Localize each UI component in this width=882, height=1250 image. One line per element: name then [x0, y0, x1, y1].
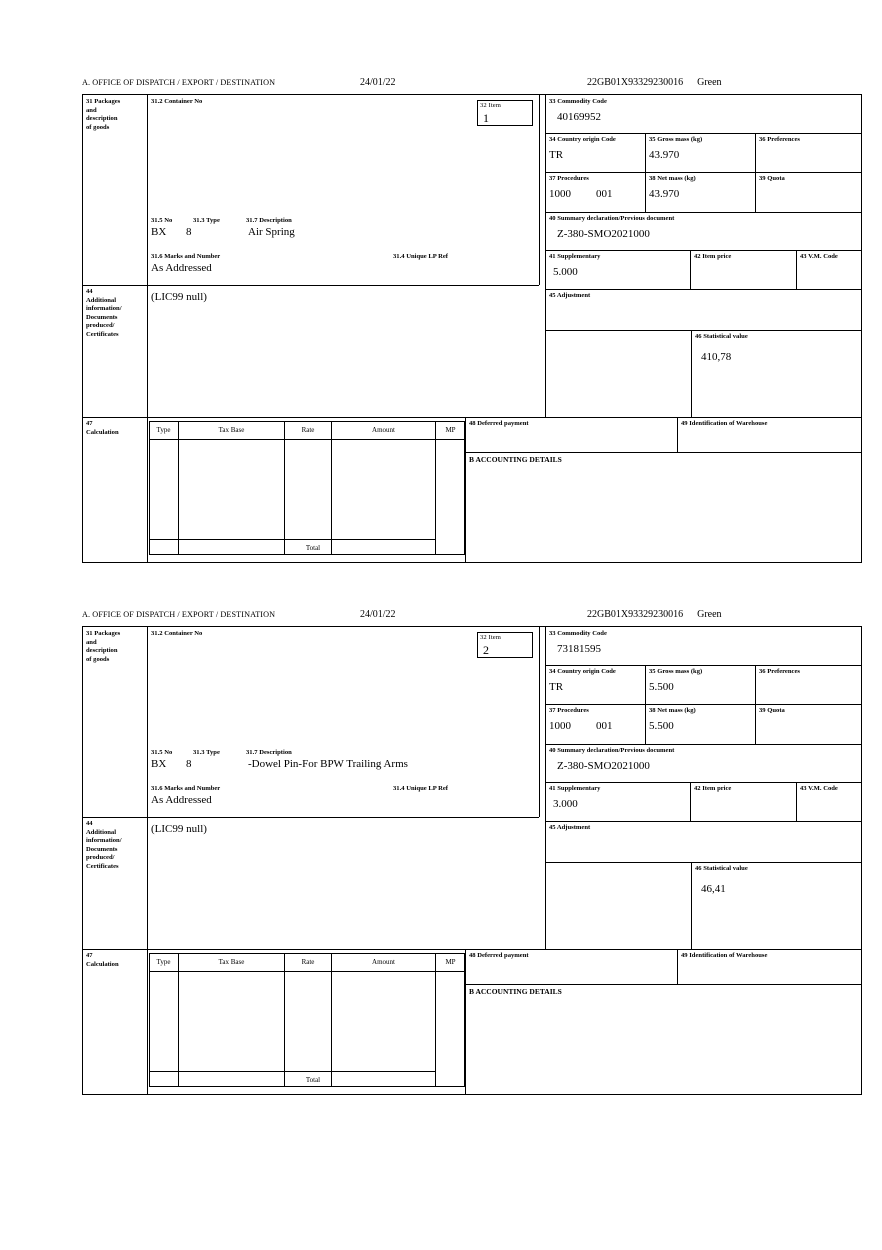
marks-and-number-value: As Addressed [151, 262, 212, 274]
calculation-header-underline-2 [149, 971, 466, 972]
declaration-date-2: 24/01/22 [360, 609, 396, 620]
mrn-value-2: 22GB01X93329230016 [587, 609, 684, 620]
divider-dotted-46-2 [545, 862, 546, 949]
divider-34-35-2 [645, 665, 646, 704]
calc-col-amount-header-2: Amount [372, 958, 395, 966]
procedure-code-1-2: 1000 [549, 720, 571, 732]
packages-no-value-2: 8 [186, 758, 192, 770]
box40-label-2: 40 Summary declaration/Previous document [549, 747, 675, 754]
procedure-code-1: 1000 [549, 188, 571, 200]
marks-and-number-value-2: As Addressed [151, 794, 212, 806]
form-header-1 [82, 78, 862, 94]
divider-row37-bottom-2 [545, 744, 861, 745]
box43-label: 43 V.M. Code [800, 253, 838, 260]
divider-41-42 [690, 250, 691, 289]
divider-35-36-2 [755, 665, 756, 704]
divider-box44-top-2 [83, 817, 148, 818]
divider-42-43-2 [796, 782, 797, 821]
divider-col-taxbase [284, 421, 285, 555]
divider-34-35 [645, 133, 646, 172]
declaration-box-2 [82, 626, 862, 1095]
divider-box44-top [83, 285, 148, 286]
gross-mass-value: 43.970 [649, 149, 680, 161]
box38-label: 38 Net mass (kg) [649, 175, 696, 182]
box49-label: 49 Identification of Warehouse [681, 420, 768, 427]
box39-label-2: 39 Quota [759, 707, 785, 714]
declaration-box-1 [82, 94, 862, 563]
divider-37-38 [645, 172, 646, 212]
box48-label-2: 48 Deferred payment [469, 952, 529, 959]
mrn-line [587, 77, 722, 88]
box33-label-2: 33 Commodity Code [549, 630, 607, 637]
divider-38-39 [755, 172, 756, 212]
box41-label: 41 Supplementary [549, 253, 601, 260]
divider-col-amount-2 [435, 953, 436, 1087]
divider-48-49 [677, 417, 678, 452]
form-header-2 [82, 610, 862, 626]
divider-box31-right [539, 95, 540, 285]
divider-41-42-2 [690, 782, 691, 821]
box34-label-2: 34 Country origin Code [549, 668, 616, 675]
box33-label: 33 Commodity Code [549, 98, 607, 105]
box32-label-2: 32 Item [480, 634, 502, 641]
divider-37-38-2 [645, 704, 646, 744]
box49-label-2: 49 Identification of Warehouse [681, 952, 768, 959]
divider-row37-bottom [545, 212, 861, 213]
divider-box47-left-2 [147, 949, 148, 1094]
country-origin-code-value-2: TR [549, 681, 564, 693]
calculation-table [149, 421, 465, 555]
divider-col-type [178, 421, 179, 555]
calc-col-mp-header-2: MP [445, 958, 456, 966]
divider-box31-bottom [147, 285, 539, 286]
divider-box47-left [147, 417, 148, 562]
box31-2-container-label-2: 31.2 Container No [151, 630, 203, 637]
divider-row41-bottom [545, 289, 861, 290]
procedure-code-2-2: 001 [596, 720, 613, 732]
packages-type-value-2: BX [151, 758, 167, 770]
divider-35-36 [755, 133, 756, 172]
gross-mass-value-2: 5.500 [649, 681, 674, 693]
customs-declaration-form-2 [82, 610, 862, 1095]
box42-label-2: 42 Item price [694, 785, 732, 792]
calc-total-label-2: Total [305, 1076, 321, 1084]
calc-col-mp-header: MP [445, 426, 456, 434]
divider-box48-left-2 [465, 949, 466, 1094]
packages-type-value: BX [151, 226, 167, 238]
box34-label: 34 Country origin Code [549, 136, 616, 143]
divider-box40-bottom-2 [545, 782, 861, 783]
lane-colour: Green [697, 77, 722, 88]
divider-46-left [691, 330, 692, 417]
box46-label-2: 46 Statistical value [695, 865, 748, 872]
calculation-table-2 [149, 953, 465, 1087]
divider-col-taxbase-2 [284, 953, 285, 1087]
divider-42-43 [796, 250, 797, 289]
previous-document-value-2: Z-380-SMO2021000 [557, 760, 650, 772]
box31-7-description-label: 31.7 Description [246, 217, 292, 224]
box47-label: 47 Calculation [86, 420, 119, 436]
box37-label: 37 Procedures [549, 175, 589, 182]
goods-description-value: Air Spring [248, 226, 295, 238]
b-accounting-details-label: B ACCOUNTING DETAILS [469, 455, 562, 464]
item-number-value-2: 2 [483, 643, 489, 657]
box48-label: 48 Deferred payment [469, 420, 529, 427]
divider-row41-bottom-2 [545, 821, 861, 822]
box31-2-container-label: 31.2 Container No [151, 98, 203, 105]
net-mass-value: 43.970 [649, 188, 680, 200]
calc-col-rate-header: Rate [301, 426, 315, 434]
box44-label: 44 Additional information/ Documents produced/ Certificates [86, 288, 122, 338]
packages-no-value: 8 [186, 226, 192, 238]
divider-col-rate [331, 421, 332, 555]
divider-box45-bottom-2 [545, 862, 861, 863]
box31-label-2: 31 Packages and description of goods [86, 630, 121, 663]
divider-box48-left [465, 417, 466, 562]
country-origin-code-value: TR [549, 149, 564, 161]
additional-information-value: (LIC99 null) [151, 291, 207, 303]
box41-label-2: 41 Supplementary [549, 785, 601, 792]
supplementary-units-value: 5.000 [553, 266, 578, 278]
statistical-value: 410,78 [701, 351, 732, 363]
supplementary-units-value-2: 3.000 [553, 798, 578, 810]
divider-left-col [147, 95, 148, 417]
item-number-value: 1 [483, 111, 489, 125]
box31-4-lpref-label-2: 31.4 Unique LP Ref [393, 785, 448, 792]
box31-3-type-label: 31.3 Type [193, 217, 220, 224]
calculation-header-underline [149, 439, 466, 440]
box31-6-marks-label-2: 31.6 Marks and Number [151, 785, 221, 792]
additional-information-value-2: (LIC99 null) [151, 823, 207, 835]
net-mass-value-2: 5.500 [649, 720, 674, 732]
divider-row34-bottom [545, 172, 861, 173]
declaration-date: 24/01/22 [360, 77, 396, 88]
box31-6-marks-label: 31.6 Marks and Number [151, 253, 221, 260]
box38-label-2: 38 Net mass (kg) [649, 707, 696, 714]
calc-total-label: Total [305, 544, 321, 552]
divider-box40-bottom [545, 250, 861, 251]
goods-description-value-2: -Dowel Pin-For BPW Trailing Arms [248, 758, 408, 770]
lane-colour-2: Green [697, 609, 722, 620]
box32-item [477, 100, 533, 126]
calc-col-rate-header-2: Rate [301, 958, 315, 966]
divider-box31-right-2 [539, 627, 540, 817]
previous-document-value: Z-380-SMO2021000 [557, 228, 650, 240]
box32-label: 32 Item [480, 102, 502, 109]
office-of-dispatch-label: A. OFFICE OF DISPATCH / EXPORT / DESTINATION [82, 78, 276, 87]
box36-label: 36 Preferences [759, 136, 800, 143]
procedure-code-2: 001 [596, 188, 613, 200]
box36-label-2: 36 Preferences [759, 668, 800, 675]
divider-col-rate-2 [331, 953, 332, 1087]
box44-label-2: 44 Additional information/ Documents produced/ Certificates [86, 820, 122, 870]
divider-38-39-2 [755, 704, 756, 744]
box37-label-2: 37 Procedures [549, 707, 589, 714]
mrn-line-2 [587, 609, 722, 620]
box31-label: 31 Packages and description of goods [86, 98, 121, 131]
box31-7-description-label-2: 31.7 Description [246, 749, 292, 756]
calc-col-type-header: Type [156, 426, 171, 434]
box31-5-no-label: 31.5 No [151, 217, 173, 224]
divider-48-49-2 [677, 949, 678, 984]
divider-dotted-46 [545, 330, 546, 417]
box35-label-2: 35 Gross mass (kg) [649, 668, 703, 675]
mrn-value: 22GB01X93329230016 [587, 77, 684, 88]
box40-label: 40 Summary declaration/Previous document [549, 215, 675, 222]
calc-col-amount-header: Amount [372, 426, 395, 434]
divider-box47-top-2 [83, 949, 861, 950]
commodity-code-value: 40169952 [557, 111, 601, 123]
commodity-code-value-2: 73181595 [557, 643, 601, 655]
box35-label: 35 Gross mass (kg) [649, 136, 703, 143]
divider-box45-bottom [545, 330, 861, 331]
office-of-dispatch-label-2: A. OFFICE OF DISPATCH / EXPORT / DESTINATION [82, 610, 276, 619]
customs-declaration-form-1 [82, 78, 862, 563]
b-accounting-details-label-2: B ACCOUNTING DETAILS [469, 987, 562, 996]
box45-label: 45 Adjustment [549, 292, 591, 299]
box42-label: 42 Item price [694, 253, 732, 260]
box31-4-lpref-label: 31.4 Unique LP Ref [393, 253, 448, 260]
calc-col-taxbase-header: Tax Base [218, 426, 245, 434]
divider-accounting-top-2 [465, 984, 861, 985]
box31-5-no-label-2: 31.5 No [151, 749, 173, 756]
calc-col-taxbase-header-2: Tax Base [218, 958, 245, 966]
box46-label: 46 Statistical value [695, 333, 748, 340]
divider-col-amount [435, 421, 436, 555]
divider-left-col-2 [147, 627, 148, 949]
divider-box31-bottom-2 [147, 817, 539, 818]
box39-label: 39 Quota [759, 175, 785, 182]
divider-row34-bottom-2 [545, 704, 861, 705]
divider-total-2 [149, 1071, 435, 1072]
calc-col-type-header-2: Type [156, 958, 171, 966]
box31-3-type-label-2: 31.3 Type [193, 749, 220, 756]
box45-label-2: 45 Adjustment [549, 824, 591, 831]
box43-label-2: 43 V.M. Code [800, 785, 838, 792]
divider-box33-bottom [545, 133, 861, 134]
divider-box33-bottom-2 [545, 665, 861, 666]
box32-item-2 [477, 632, 533, 658]
divider-col-type-2 [178, 953, 179, 1087]
divider-total [149, 539, 435, 540]
divider-accounting-top [465, 452, 861, 453]
divider-box47-top [83, 417, 861, 418]
statistical-value-2: 46,41 [701, 883, 726, 895]
divider-46-left-2 [691, 862, 692, 949]
box47-label-2: 47 Calculation [86, 952, 119, 968]
